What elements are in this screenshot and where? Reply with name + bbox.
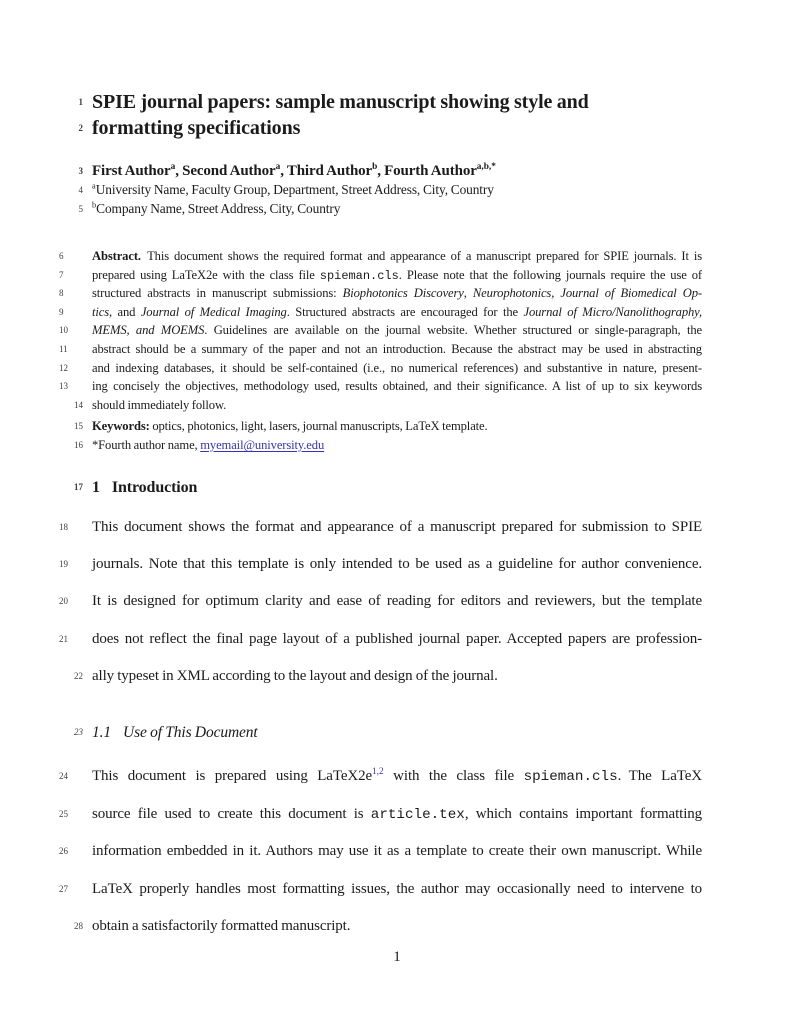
text-segment: LaTeX properly handles most formatting issues, the author may occasionally need to intervene to: [92, 880, 702, 897]
manuscript-line: [59, 758, 702, 795]
manuscript-line: [59, 377, 702, 396]
text-segment: . Guidelines are available on the journal website. Whether structured or single-paragraph, the: [204, 323, 702, 338]
line-number: 10: [59, 325, 68, 336]
text-segment: SPIE journal papers: sample manuscript showing style and: [92, 91, 589, 113]
manuscript-line: [59, 321, 702, 340]
manuscript-line: [59, 621, 702, 658]
manuscript-line: [59, 359, 702, 378]
code-text: spieman.cls: [319, 268, 399, 283]
section-1-introduction: [74, 477, 702, 498]
text-segment: does not reflect the final page layout of a published journal paper. Accepted papers are profession-: [92, 630, 702, 647]
line-number: 14: [74, 399, 83, 410]
text-segment: ,: [463, 286, 473, 301]
text-segment: journals. Note that this template is only intended to be used as a guideline for author convenience.: [92, 555, 702, 572]
corresponding-author: [74, 436, 702, 455]
line-number: 8: [59, 288, 64, 299]
abstract: [59, 247, 702, 414]
italic-text: Biophotonics Discovery: [342, 286, 464, 301]
line-number: 21: [59, 633, 68, 644]
paper-title: [78, 89, 702, 141]
keywords: [74, 417, 702, 436]
line-number: 17: [74, 481, 83, 492]
line-number: 27: [59, 883, 68, 894]
text-segment: should immediately follow.: [92, 397, 227, 412]
bold-text: Keywords:: [92, 419, 150, 434]
text-segment: Company Name, Street Address, City, Country: [96, 200, 341, 216]
text-segment: prepared using LaTeX2e with the class file: [92, 267, 320, 282]
manuscript-line: [59, 796, 702, 833]
manuscript-line: [74, 417, 702, 436]
manuscript-line: [59, 284, 702, 303]
affiliations: [78, 181, 702, 218]
manuscript-line: [74, 658, 702, 695]
page-footer: [92, 947, 702, 967]
text-segment: formatting specifications: [92, 117, 301, 139]
italic-text: tics: [92, 304, 110, 319]
text-segment: First Author: [92, 163, 171, 179]
line-number: 1: [78, 97, 83, 107]
manuscript-line: [59, 546, 702, 583]
line-number: 3: [78, 166, 83, 176]
manuscript-line: [78, 89, 702, 115]
manuscript-line: [78, 161, 702, 181]
manuscript-line: [74, 477, 702, 498]
email-link[interactable]: myemail@university.edu: [200, 437, 325, 452]
superscript: a: [92, 181, 96, 191]
text-segment: . Please note that the following journals require the use of: [398, 267, 702, 282]
text-segment: This document shows the required format and appearance of a manuscript prepared for SPIE journals. It is: [140, 249, 702, 263]
manuscript-line: [59, 583, 702, 620]
manuscript-line: [59, 833, 702, 870]
manuscript-line: [59, 266, 702, 285]
line-number: 28: [74, 921, 83, 932]
manuscript-body: [59, 0, 702, 967]
line-number: 6: [59, 251, 64, 261]
line-number: 19: [59, 558, 68, 569]
italic-text: Neurophotonics: [472, 286, 552, 301]
superscript: b: [92, 200, 97, 210]
manuscript-line: [59, 247, 702, 266]
citation-link[interactable]: 1,2: [372, 767, 384, 778]
text-segment: University Name, Faculty Group, Department, Street Address, City, Country: [95, 182, 494, 197]
line-number: 16: [74, 439, 83, 450]
line-number: 22: [74, 671, 83, 682]
italic-text: MEMS, and MOEMS: [92, 323, 205, 338]
text-segment: . The LaTeX: [617, 768, 702, 785]
text-segment: obtain a satisfactorily formatted manuscript.: [92, 918, 351, 935]
text-segment: abstract should be a summary of the paper and not an introduction. Because the abstract may be used in abstracting: [92, 341, 702, 356]
line-number: 25: [59, 808, 68, 819]
section-number: 1.1: [92, 724, 112, 742]
manuscript-line: [78, 181, 702, 200]
line-number: 15: [74, 421, 83, 432]
text-segment: information embedded in it. Authors may use it as a template to create their own manuscript. While: [92, 843, 702, 860]
text-segment: ing concisely the objectives, methodology used, results obtained, and their significance. A list of up to six keywords: [92, 379, 702, 394]
manuscript-line: [78, 115, 702, 141]
italic-text: Journal of Medical Imaging: [140, 304, 287, 319]
text-segment: This document is prepared using LaTeX2e: [92, 768, 373, 785]
line-number: 11: [59, 343, 68, 354]
text-segment: , Second Author: [175, 163, 276, 179]
superscript: b: [372, 162, 378, 172]
italic-text: Journal of Micro/Nanolithography,: [523, 304, 702, 319]
text-segment: with the class file: [383, 768, 524, 785]
line-number: 12: [59, 362, 68, 373]
text-segment: ally typeset in XML according to the layout and design of the journal.: [92, 668, 498, 685]
line-number: 13: [59, 381, 68, 392]
line-number: 7: [59, 269, 64, 280]
text-segment: . Structured abstracts are encouraged for the: [286, 304, 524, 319]
page-number: 1: [393, 949, 401, 966]
line-number: 9: [59, 306, 64, 317]
text-segment: , Third Author: [280, 163, 373, 179]
line-number: 20: [59, 596, 68, 607]
code-text: spieman.cls: [523, 769, 618, 786]
line-number: 23: [74, 727, 83, 738]
text-segment: ,: [551, 286, 561, 301]
manuscript-line: [59, 509, 702, 546]
text-segment: This document shows the format and appearance of a manuscript prepared for submission to SPIE: [92, 518, 702, 535]
text-segment: Introduction: [111, 478, 198, 496]
manuscript-line: [74, 396, 702, 415]
manuscript-line: [59, 340, 702, 359]
text-segment: optics, photonics, light, lasers, journal manuscripts, LaTeX template.: [149, 419, 488, 434]
code-text: article.tex: [370, 806, 465, 823]
text-segment: structured abstracts in manuscript submissions:: [92, 286, 343, 301]
text-segment: *Fourth author name,: [92, 437, 201, 452]
text-segment: Use of This Document: [123, 724, 258, 742]
bold-text: Abstract.: [92, 249, 141, 263]
introduction-paragraph: [59, 509, 702, 696]
superscript: a: [170, 162, 176, 172]
line-number: 26: [59, 846, 68, 857]
manuscript-line: [59, 871, 702, 908]
section-number: 1: [92, 478, 100, 496]
manuscript-line: [74, 436, 702, 455]
line-number: 4: [78, 185, 83, 195]
line-number: 24: [59, 771, 68, 782]
text-segment: , which contains important formatting: [464, 805, 702, 822]
text-segment: , Fourth Author: [377, 163, 477, 179]
use-of-document-paragraph: [59, 758, 702, 945]
line-number: 2: [78, 123, 83, 133]
manuscript-line: [74, 722, 702, 743]
manuscript-line: [59, 303, 702, 322]
text-segment: source file used to create this document is: [92, 805, 371, 822]
line-number: 5: [78, 203, 83, 214]
text-segment: and indexing databases, it should be self-contained (i.e., no numerical references) and substantive in nature, present-: [92, 360, 702, 375]
superscript: a: [275, 162, 281, 172]
manuscript-line: [78, 200, 702, 219]
manuscript-line: [74, 908, 702, 945]
text-segment: It is designed for optimum clarity and ease of reading for editors and reviewers, but the template: [92, 593, 702, 610]
text-segment: , and: [109, 304, 141, 319]
superscript: a,b,*: [476, 162, 496, 172]
subsection-1-1-use-of-this-document: [74, 722, 702, 743]
italic-text: Journal of Biomedical Op-: [560, 286, 702, 301]
author-line: [78, 161, 702, 181]
line-number: 18: [59, 521, 68, 532]
